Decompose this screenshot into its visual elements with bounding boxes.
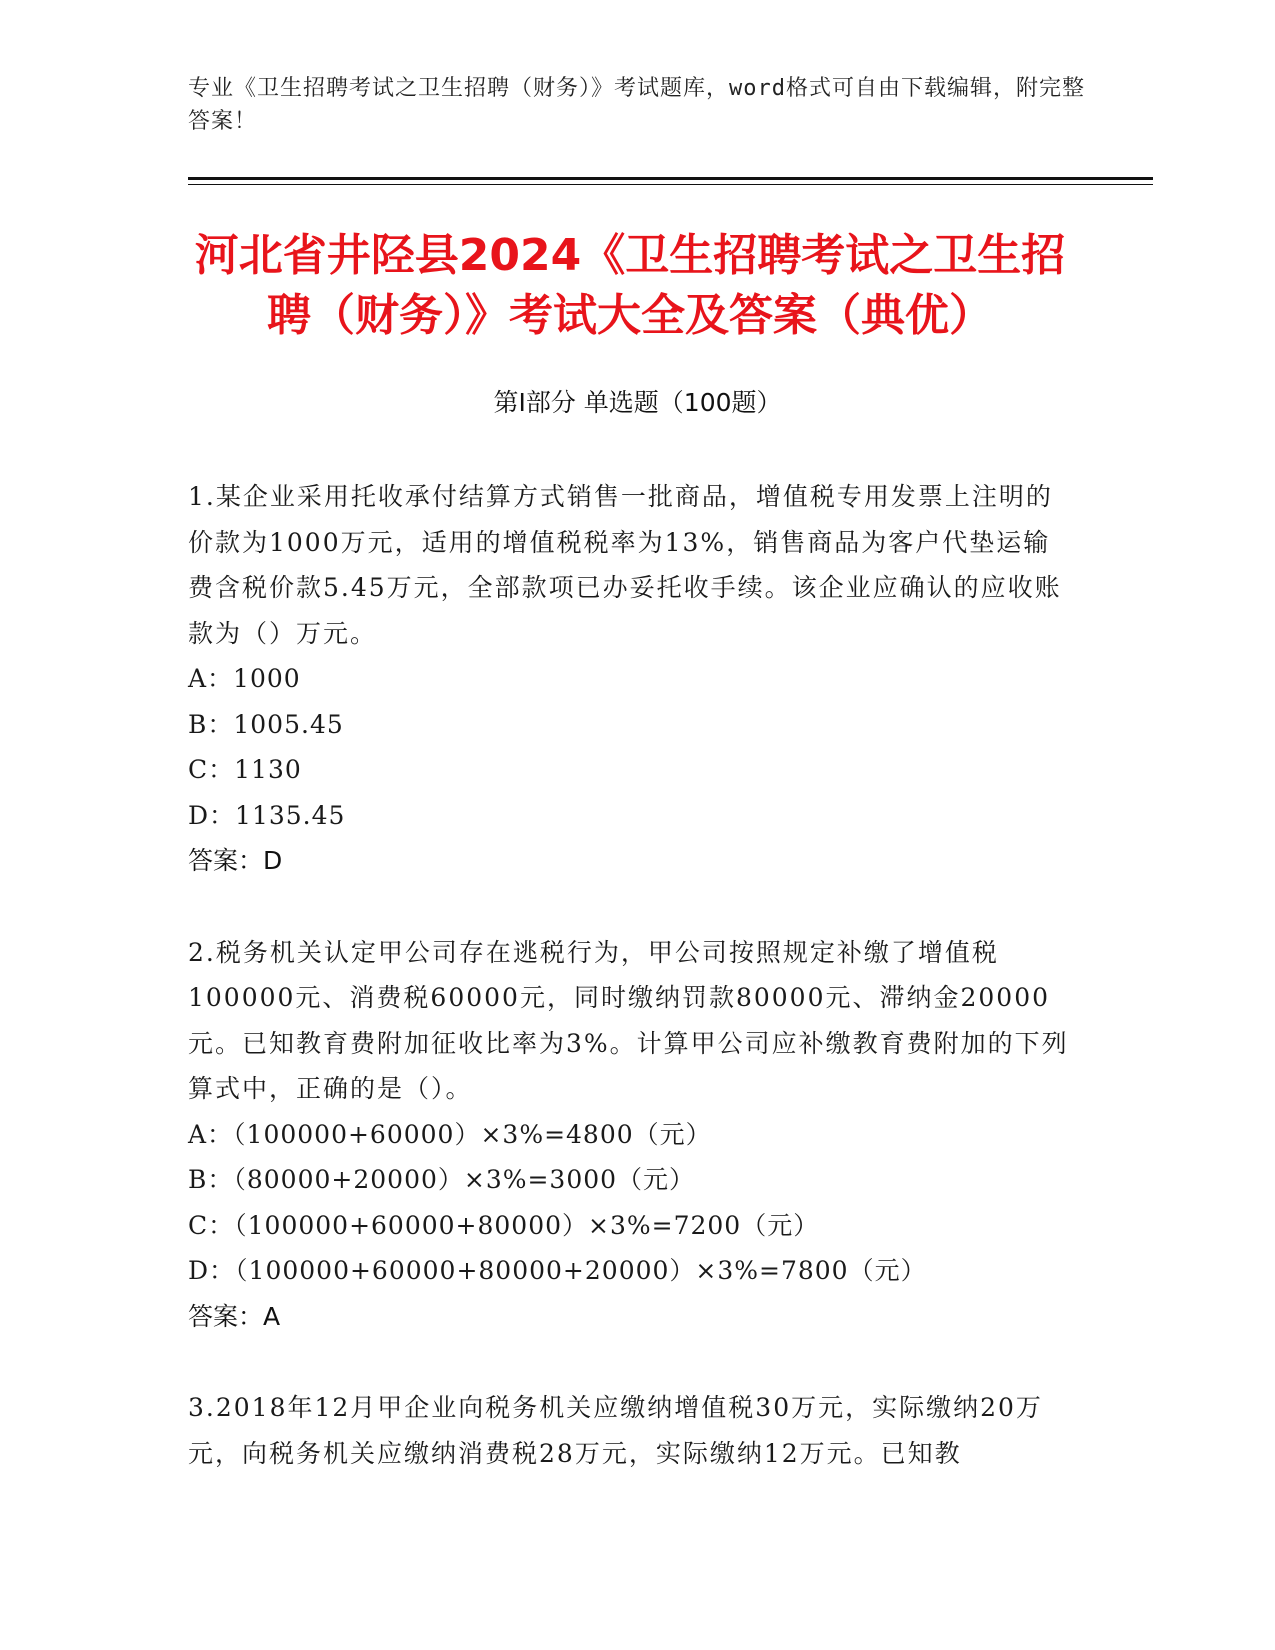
option-d: D：（100000+60000+80000+20000）×3%=7800（元）: [188, 1256, 927, 1285]
answer: 答案：A: [188, 1301, 281, 1331]
section-heading: 第I部分 单选题（100题）: [493, 388, 782, 417]
question-3: [188, 1385, 1073, 1476]
header-divider-thin: [188, 184, 1153, 185]
option-c: C：（100000+60000+80000）×3%=7200（元）: [188, 1210, 820, 1240]
header-note: 专业《卫生招聘考试之卫生招聘（财务）》考试题库，word格式可自由下载编辑，附完整答案！: [188, 76, 1085, 134]
option-a: A：（100000+60000）×3%=4800（元）: [188, 1119, 712, 1149]
document-title: 河北省井陉县2024《卫生招聘考试之卫生招聘（财务）》考试大全及答案（典优）: [194, 230, 1066, 341]
question-stem: 1.某企业采用托收承付结算方式销售一批商品，增值税专用发票上注明的价款为1000万元，适用的增值税税率为13%，销售商品为客户代垫运输费含税价款5.45万元，全部款项已办妥托收手续。该企业应确认的应收账款为（）万元。: [188, 482, 1062, 648]
header-divider-thick: [188, 177, 1153, 180]
answer: 答案：D: [188, 846, 283, 875]
option-b: B：（80000+20000）×3%=3000（元）: [188, 1165, 696, 1194]
question-list: [188, 474, 1073, 1522]
question-stem: 3.2018年12月甲企业向税务机关应缴纳增值税30万元，实际缴纳20万元，向税务机关应缴纳消费税28万元，实际缴纳12万元。已知教: [188, 1393, 1043, 1468]
question-2: [188, 930, 1073, 1340]
question-1: [188, 474, 1073, 884]
option-d: D：1135.45: [188, 800, 346, 830]
question-stem: 2.税务机关认定甲公司存在逃税行为，甲公司按照规定补缴了增值税100000元、消费税60000元，同时缴纳罚款80000元、滞纳金20000元。已知教育费附加征收比率为3%。计算甲公司应补缴教育费附加的下列算式中，正确的是（）。: [188, 937, 1069, 1103]
option-c: C：1130: [188, 755, 302, 784]
option-b: B：1005.45: [188, 709, 344, 739]
option-a: A：1000: [188, 664, 301, 693]
